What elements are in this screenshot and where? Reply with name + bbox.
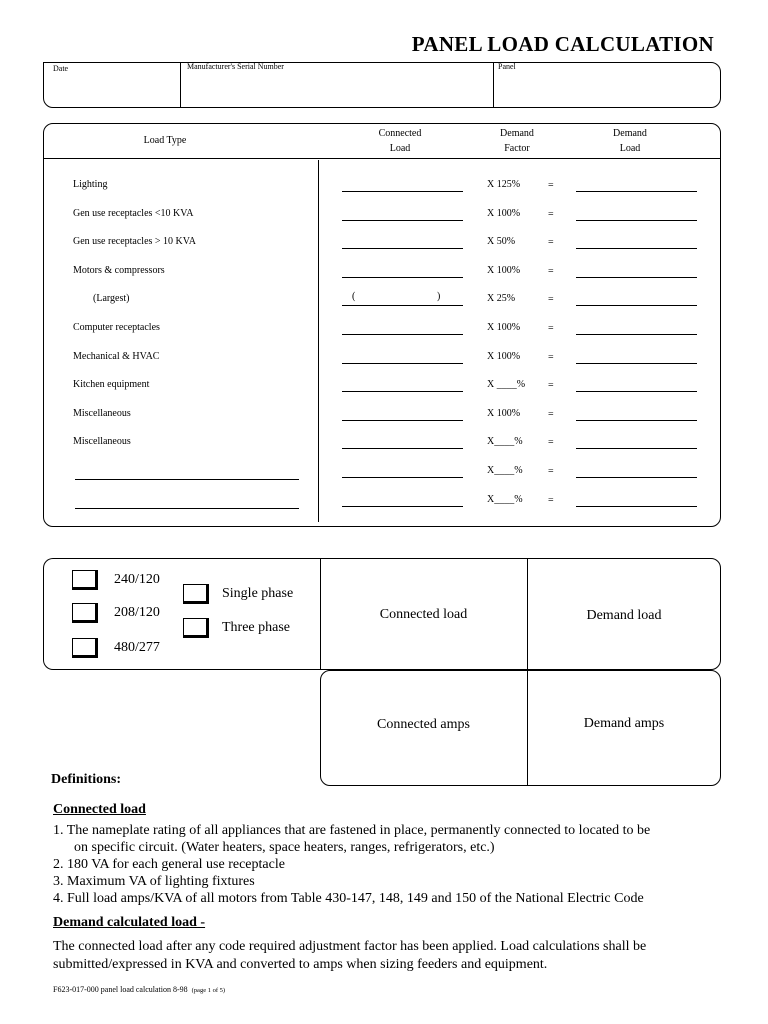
connected-load-cell[interactable]: Connected load xyxy=(379,607,468,622)
demand-factor[interactable]: X ____% xyxy=(487,379,526,390)
header-connected-load xyxy=(350,126,450,156)
connected-load-input[interactable] xyxy=(342,277,463,278)
label-three-phase: Three phase xyxy=(222,620,291,635)
demand-factor: X 100% xyxy=(487,265,521,276)
row-label: Motors & compressors xyxy=(73,265,165,276)
table-header-rule xyxy=(43,158,721,159)
demand-load-input[interactable] xyxy=(576,248,697,249)
table-column-divider xyxy=(318,160,319,522)
demand-load-input[interactable] xyxy=(576,477,697,478)
equals-sign: = xyxy=(548,266,554,277)
demand-load-input[interactable] xyxy=(576,191,697,192)
demand-factor: X 125% xyxy=(487,179,521,190)
demand-load-text-2: submitted/expressed in KVA and converted to amps when sizing feeders and equipment. xyxy=(53,957,548,972)
demand-load-input[interactable] xyxy=(576,448,697,449)
footer xyxy=(53,979,225,997)
demand-factor: X 25% xyxy=(487,293,516,304)
footer-page: (page 1 of 5) xyxy=(191,987,226,994)
demand-load-input[interactable] xyxy=(576,305,697,306)
header-dfactor-line1: Demand xyxy=(500,128,534,139)
demand-factor: X 50% xyxy=(487,236,516,247)
row-label: Lighting xyxy=(73,179,108,190)
label-208-120: 208/120 xyxy=(114,605,160,620)
definition-item-1: 1. The nameplate rating of all appliances that are fastened in place, permanently connected to located to be xyxy=(53,823,651,838)
equals-sign: = xyxy=(548,237,554,248)
demand-amps-cell[interactable]: Demand amps xyxy=(583,716,665,731)
connected-load-input[interactable] xyxy=(342,220,463,221)
header-demand-load xyxy=(590,126,670,156)
row-label: Kitchen equipment xyxy=(73,379,150,390)
connected-load-input[interactable] xyxy=(342,391,463,392)
demand-factor: X 100% xyxy=(487,208,521,219)
connected-load-input[interactable] xyxy=(342,448,463,449)
header-dload-line1: Demand xyxy=(613,128,647,139)
connected-load-input[interactable] xyxy=(342,334,463,335)
connected-load-input[interactable] xyxy=(342,191,463,192)
definition-item-1-cont: on specific circuit. (Water heaters, space heaters, ranges, refrigerators, etc.) xyxy=(74,840,495,855)
label-single-phase: Single phase xyxy=(222,586,294,601)
connected-load-input[interactable] xyxy=(342,420,463,421)
write-in-load-type-line[interactable] xyxy=(75,479,299,480)
connected-load-input[interactable] xyxy=(342,305,463,306)
footer-form-id: F623-017-000 panel load calculation 8-98 xyxy=(53,985,188,994)
demand-load-input[interactable] xyxy=(576,506,697,507)
connected-load-input[interactable] xyxy=(342,363,463,364)
equals-sign: = xyxy=(548,180,554,191)
equals-sign: = xyxy=(548,209,554,220)
demand-factor: X 100% xyxy=(487,408,521,419)
equals-sign: = xyxy=(548,466,554,477)
equals-sign: = xyxy=(548,437,554,448)
definitions-heading: Definitions: xyxy=(51,772,121,787)
checkbox-three-phase[interactable] xyxy=(183,618,209,638)
connected-load-input[interactable] xyxy=(342,477,463,478)
info-divider-1 xyxy=(180,62,181,108)
header-info-box xyxy=(43,62,721,108)
header-demand-factor xyxy=(477,126,557,156)
demand-factor[interactable]: X____% xyxy=(487,436,523,447)
demand-load-input[interactable] xyxy=(576,420,697,421)
equals-sign: = xyxy=(548,380,554,391)
equals-sign: = xyxy=(548,323,554,334)
row-label: Miscellaneous xyxy=(73,436,131,447)
definition-item-2: 2. 180 VA for each general use receptacle xyxy=(53,857,285,872)
equals-sign: = xyxy=(548,352,554,363)
row-label: Miscellaneous xyxy=(73,408,131,419)
panel-field[interactable]: Panel xyxy=(498,62,516,71)
row-label: Computer receptacles xyxy=(73,322,160,333)
date-field[interactable]: Date xyxy=(53,64,69,73)
demand-factor[interactable]: X____% xyxy=(487,494,523,505)
page-title: PANEL LOAD CALCULATION xyxy=(411,32,714,56)
equals-sign: = xyxy=(548,294,554,305)
label-240-120: 240/120 xyxy=(114,572,160,587)
connected-load-heading: Connected load xyxy=(53,802,146,817)
header-connected-line2: Load xyxy=(389,143,411,154)
checkbox-208-120[interactable] xyxy=(72,603,98,623)
serial-number-field[interactable]: Manufacturer's Serial Number xyxy=(187,62,284,71)
header-dload-line2: Load xyxy=(619,143,641,154)
row-label: Gen use receptacles <10 KVA xyxy=(73,208,194,219)
row-label: (Largest) xyxy=(93,293,130,304)
equals-sign: = xyxy=(548,409,554,420)
demand-load-input[interactable] xyxy=(576,391,697,392)
demand-load-input[interactable] xyxy=(576,363,697,364)
row-label: Gen use receptacles > 10 KVA xyxy=(73,236,196,247)
label-480-277: 480/277 xyxy=(114,640,160,655)
connected-load-input[interactable] xyxy=(342,248,463,249)
connected-amps-cell[interactable]: Connected amps xyxy=(377,717,470,732)
checkbox-240-120[interactable] xyxy=(72,570,98,590)
demand-load-cell[interactable]: Demand load xyxy=(586,608,662,623)
definition-item-4: 4. Full load amps/KVA of all motors from Table 430-147, 148, 149 and 150 of the National Electric Code xyxy=(53,891,644,906)
row-label: Mechanical & HVAC xyxy=(73,351,160,362)
demand-factor: X 100% xyxy=(487,351,521,362)
demand-load-input[interactable] xyxy=(576,277,697,278)
info-divider-2 xyxy=(493,62,494,108)
header-connected-line1: Connected xyxy=(378,128,422,139)
demand-load-heading: Demand calculated load - xyxy=(53,915,206,930)
paren-close: ) xyxy=(437,291,441,302)
demand-load-input[interactable] xyxy=(576,334,697,335)
header-load-type: Load Type xyxy=(143,135,187,146)
demand-factor[interactable]: X____% xyxy=(487,465,523,476)
definition-item-3: 3. Maximum VA of lighting fixtures xyxy=(53,874,255,889)
equals-sign: = xyxy=(548,495,554,506)
checkbox-single-phase[interactable] xyxy=(183,584,209,604)
demand-factor: X 100% xyxy=(487,322,521,333)
header-dfactor-line2: Factor xyxy=(504,143,530,154)
write-in-load-type-line[interactable] xyxy=(75,508,299,509)
paren-open: ( xyxy=(352,291,356,302)
checkbox-480-277[interactable] xyxy=(72,638,98,658)
demand-load-input[interactable] xyxy=(576,220,697,221)
connected-load-input[interactable] xyxy=(342,506,463,507)
demand-load-text-1: The connected load after any code required adjustment factor has been applied. Load calculations shall be xyxy=(53,939,647,954)
